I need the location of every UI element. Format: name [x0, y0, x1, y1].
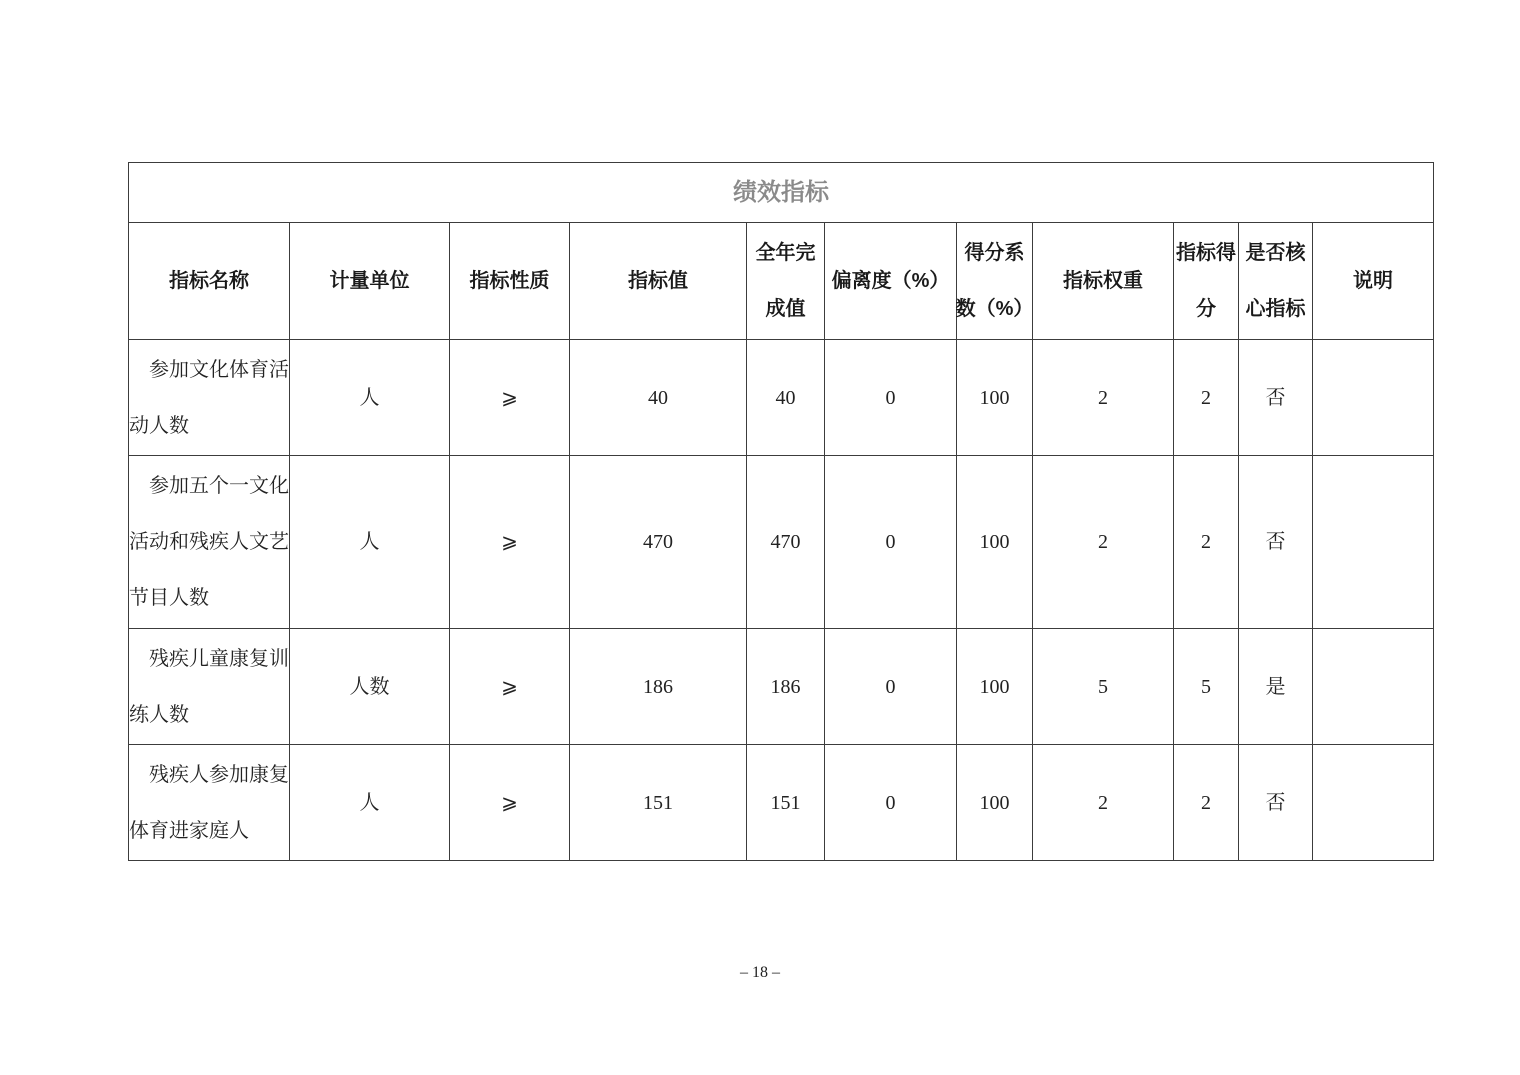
table-header-row — [129, 223, 1434, 340]
weight-cell: 5 — [1033, 629, 1174, 745]
score-cell: 2 — [1174, 745, 1239, 861]
column-header-note: 说明 — [1313, 223, 1434, 340]
target-value-cell: 40 — [570, 340, 747, 456]
score-coefficient-cell: 100 — [957, 340, 1033, 456]
table-row — [129, 456, 1434, 629]
score-cell: 2 — [1174, 456, 1239, 629]
column-header-actual-value: 全年完成值 — [747, 223, 825, 340]
indicator-name-cell: 残疾人参加康复体育进家庭人 — [129, 745, 290, 861]
weight-cell: 2 — [1033, 456, 1174, 629]
note-cell — [1313, 745, 1434, 861]
score-cell: 2 — [1174, 340, 1239, 456]
table-row — [129, 629, 1434, 745]
unit-cell: 人 — [290, 745, 450, 861]
table-title: 绩效指标 — [129, 163, 1434, 223]
indicator-name-cell: 残疾儿童康复训练人数 — [129, 629, 290, 745]
column-header-score-coefficient — [957, 223, 1033, 340]
table-row — [129, 745, 1434, 861]
note-cell — [1313, 629, 1434, 745]
nature-cell: ⩾ — [450, 745, 570, 861]
is-core-cell: 否 — [1239, 340, 1313, 456]
actual-value-cell: 186 — [747, 629, 825, 745]
nature-cell: ⩾ — [450, 340, 570, 456]
is-core-cell: 否 — [1239, 745, 1313, 861]
nature-cell: ⩾ — [450, 629, 570, 745]
score-cell: 5 — [1174, 629, 1239, 745]
actual-value-cell: 470 — [747, 456, 825, 629]
column-header-unit: 计量单位 — [290, 223, 450, 340]
table-row — [129, 340, 1434, 456]
note-cell — [1313, 340, 1434, 456]
deviation-cell: 0 — [825, 745, 957, 861]
column-header-deviation: 偏离度（%） — [825, 223, 957, 340]
indicator-name-cell: 参加文化体育活动人数 — [129, 340, 290, 456]
indicator-name-cell: 参加五个一文化活动和残疾人文艺节目人数 — [129, 456, 290, 629]
unit-cell: 人 — [290, 456, 450, 629]
column-header-target-value: 指标值 — [570, 223, 747, 340]
column-header-weight: 指标权重 — [1033, 223, 1174, 340]
is-core-cell: 是 — [1239, 629, 1313, 745]
target-value-cell: 151 — [570, 745, 747, 861]
column-header-is-core: 是否核心指标 — [1239, 223, 1313, 340]
performance-indicator-table — [128, 162, 1434, 861]
note-cell — [1313, 456, 1434, 629]
column-header-indicator-name: 指标名称 — [129, 223, 290, 340]
weight-cell: 2 — [1033, 745, 1174, 861]
table-title-row — [129, 163, 1434, 223]
target-value-cell: 186 — [570, 629, 747, 745]
nature-cell: ⩾ — [450, 456, 570, 629]
column-header-score-coefficient-label: 得分系数（%） — [955, 242, 1034, 320]
deviation-cell: 0 — [825, 629, 957, 745]
actual-value-cell: 151 — [747, 745, 825, 861]
unit-cell: 人 — [290, 340, 450, 456]
column-header-score: 指标得分 — [1174, 223, 1239, 340]
unit-cell: 人数 — [290, 629, 450, 745]
target-value-cell: 470 — [570, 456, 747, 629]
is-core-cell: 否 — [1239, 456, 1313, 629]
column-header-nature: 指标性质 — [450, 223, 570, 340]
deviation-cell: 0 — [825, 340, 957, 456]
actual-value-cell: 40 — [747, 340, 825, 456]
score-coefficient-cell: 100 — [957, 456, 1033, 629]
weight-cell: 2 — [1033, 340, 1174, 456]
score-coefficient-cell: 100 — [957, 745, 1033, 861]
page-number: – 18 – — [740, 964, 780, 981]
deviation-cell: 0 — [825, 456, 957, 629]
score-coefficient-cell: 100 — [957, 629, 1033, 745]
